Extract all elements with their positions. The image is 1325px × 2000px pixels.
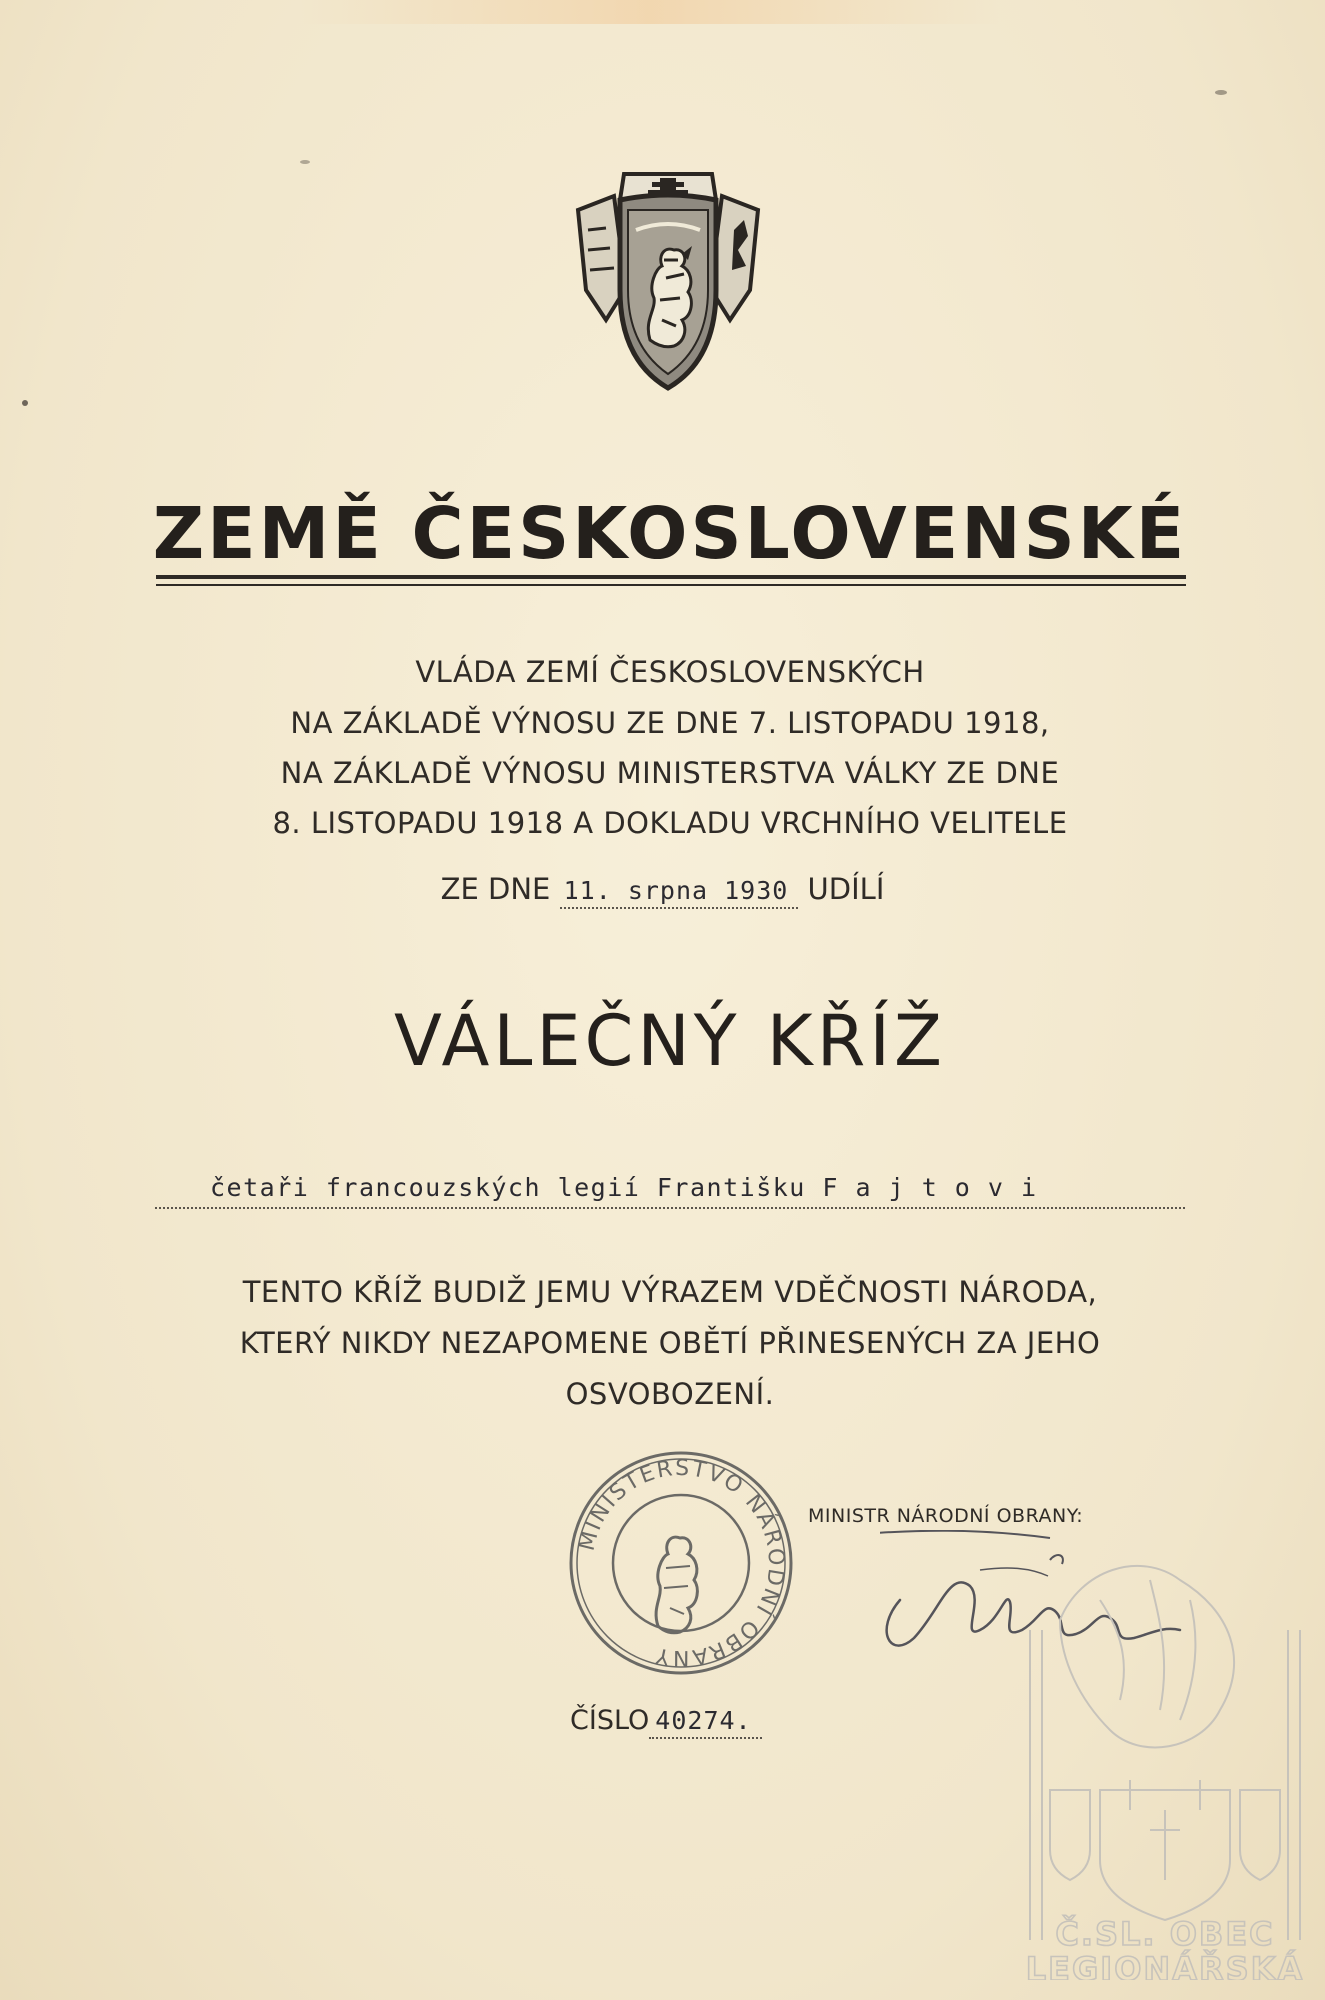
paper-discoloration <box>300 0 1000 24</box>
ministry-seal <box>566 1448 796 1678</box>
intro-line-4: 8. LISTOPADU 1918 A DOKLADU VRCHNÍHO VELITELE <box>272 806 1068 840</box>
date-suffix: UDÍLÍ <box>807 872 885 906</box>
intro-line-3: NA ZÁKLADĚ VÝNOSU MINISTERSTVA VÁLKY ZE DNE <box>280 756 1060 790</box>
number-label: ČÍSLO <box>570 1705 650 1736</box>
watermark-line-1: Č.SL. OBEC <box>1055 1915 1275 1953</box>
title-rule-thick <box>156 575 1186 579</box>
watermark-line-2: LEGIONÁŘSKÁ <box>1025 1950 1305 1980</box>
gratitude-line-2: KTERÝ NIKDY NEZAPOMENE OBĚTÍ PŘINESENÝCH ZA JEHO <box>239 1326 1101 1360</box>
document-title: ZEMĚ ČESKOSLOVENSKÉ <box>152 492 1188 575</box>
intro-line-2: NA ZÁKLADĚ VÝNOSU ZE DNE 7. LISTOPADU 1918, <box>290 706 1050 740</box>
number-value: 40274. <box>649 1706 761 1739</box>
date-prefix: ZE DNE <box>440 872 551 906</box>
coat-of-arms-emblem <box>566 170 770 392</box>
gratitude-line-1: TENTO KŘÍŽ BUDIŽ JEMU VÝRAZEM VDĚČNOSTI NÁRODA, <box>242 1275 1098 1309</box>
paper-speck <box>300 160 310 164</box>
svg-text:MINISTERSTVO NÁRODNÍ OBRANY <box>575 1456 789 1670</box>
archive-watermark <box>1020 1540 1310 1980</box>
title-rule-thin <box>156 584 1186 586</box>
document-number <box>570 1705 762 1739</box>
recipient-name: četaři francouzských legií Františku F a j t o v i <box>155 1173 1185 1209</box>
paper-speck <box>1215 90 1227 95</box>
intro-line-1: VLÁDA ZEMÍ ČESKOSLOVENSKÝCH <box>415 655 925 689</box>
award-date-value: 11. srpna 1930 <box>560 876 799 909</box>
award-name: VÁLEČNÝ KŘÍŽ <box>394 1000 946 1082</box>
gratitude-line-3: OSVOBOZENÍ. <box>565 1377 775 1411</box>
paper-speck <box>22 400 28 406</box>
seal-text: MINISTERSTVO NÁRODNÍ OBRANY <box>574 1455 789 1671</box>
minister-label: MINISTR NÁRODNÍ OBRANY: <box>808 1505 1084 1527</box>
date-line <box>0 872 1325 909</box>
